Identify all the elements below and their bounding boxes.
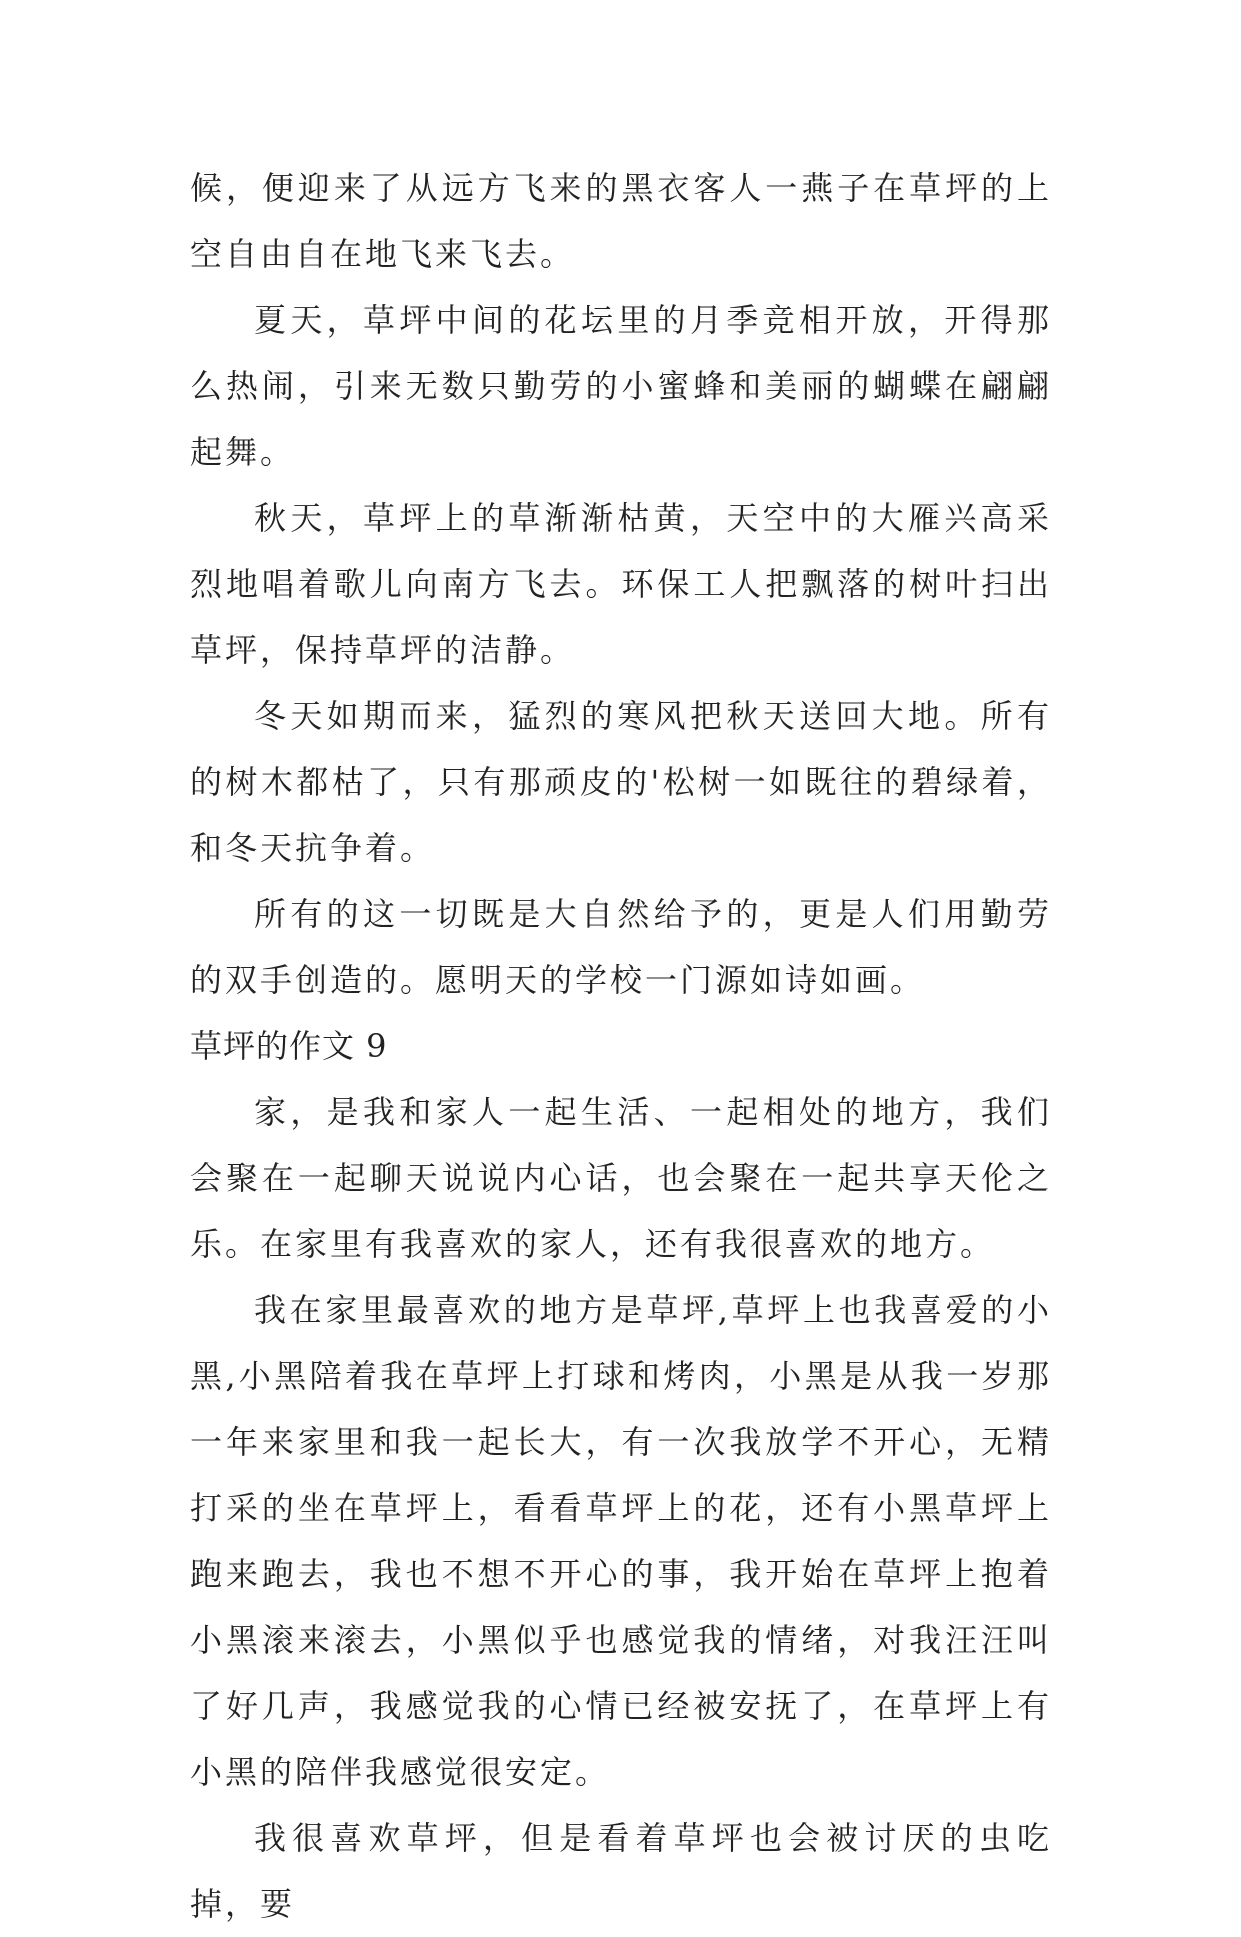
paragraph-autumn: 秋天，草坪上的草渐渐枯黄，天空中的大雁兴高采烈地唱着歌儿向南方飞去。环保工人把飘落的树叶扫出草坪，保持草坪的洁静。 — [190, 499, 1052, 669]
paragraph-conclusion: 所有的这一切既是大自然给予的，更是人们用勤劳的双手创造的。愿明天的学校一门源如诗如画。 — [190, 895, 1052, 999]
paragraph-insects: 我很喜欢草坪，但是看着草坪也会被讨厌的虫吃掉，要 — [190, 1819, 1052, 1923]
document-body — [190, 155, 1052, 1937]
paragraph-home: 家，是我和家人一起生活、一起相处的地方，我们会聚在一起聊天说说内心话，也会聚在一起共享天伦之乐。在家里有我喜欢的家人，还有我很喜欢的地方。 — [190, 1093, 1052, 1263]
paragraph-lawn-xiaohei: 我在家里最喜欢的地方是草坪,草坪上也我喜爱的小黑,小黑陪着我在草坪上打球和烤肉，小黑是从我一岁那一年来家里和我一起长大，有一次我放学不开心，无精打采的坐在草坪上，看看草坪上的花，还有小黑草坪上跑来跑去，我也不想不开心的事，我开始在草坪上抱着小黑滚来滚去，小黑似乎也感觉我的情绪，对我汪汪叫了好几声，我感觉我的心情已经被安抚了，在草坪上有小黑的陪伴我感觉很安定。 — [190, 1291, 1052, 1791]
paragraph-continuation: 候，便迎来了从远方飞来的黑衣客人一燕子在草坪的上空自由自在地飞来飞去。 — [190, 169, 1052, 273]
section-heading: 草坪的作文 9 — [190, 1027, 388, 1065]
paragraph-winter: 冬天如期而来，猛烈的寒风把秋天送回大地。所有的树木都枯了，只有那顽皮的'松树一如既往的碧绿着，和冬天抗争着。 — [190, 697, 1052, 867]
paragraph-summer: 夏天，草坪中间的花坛里的月季竞相开放，开得那么热闹，引来无数只勤劳的小蜜蜂和美丽的蝴蝶在翩翩起舞。 — [190, 301, 1052, 471]
